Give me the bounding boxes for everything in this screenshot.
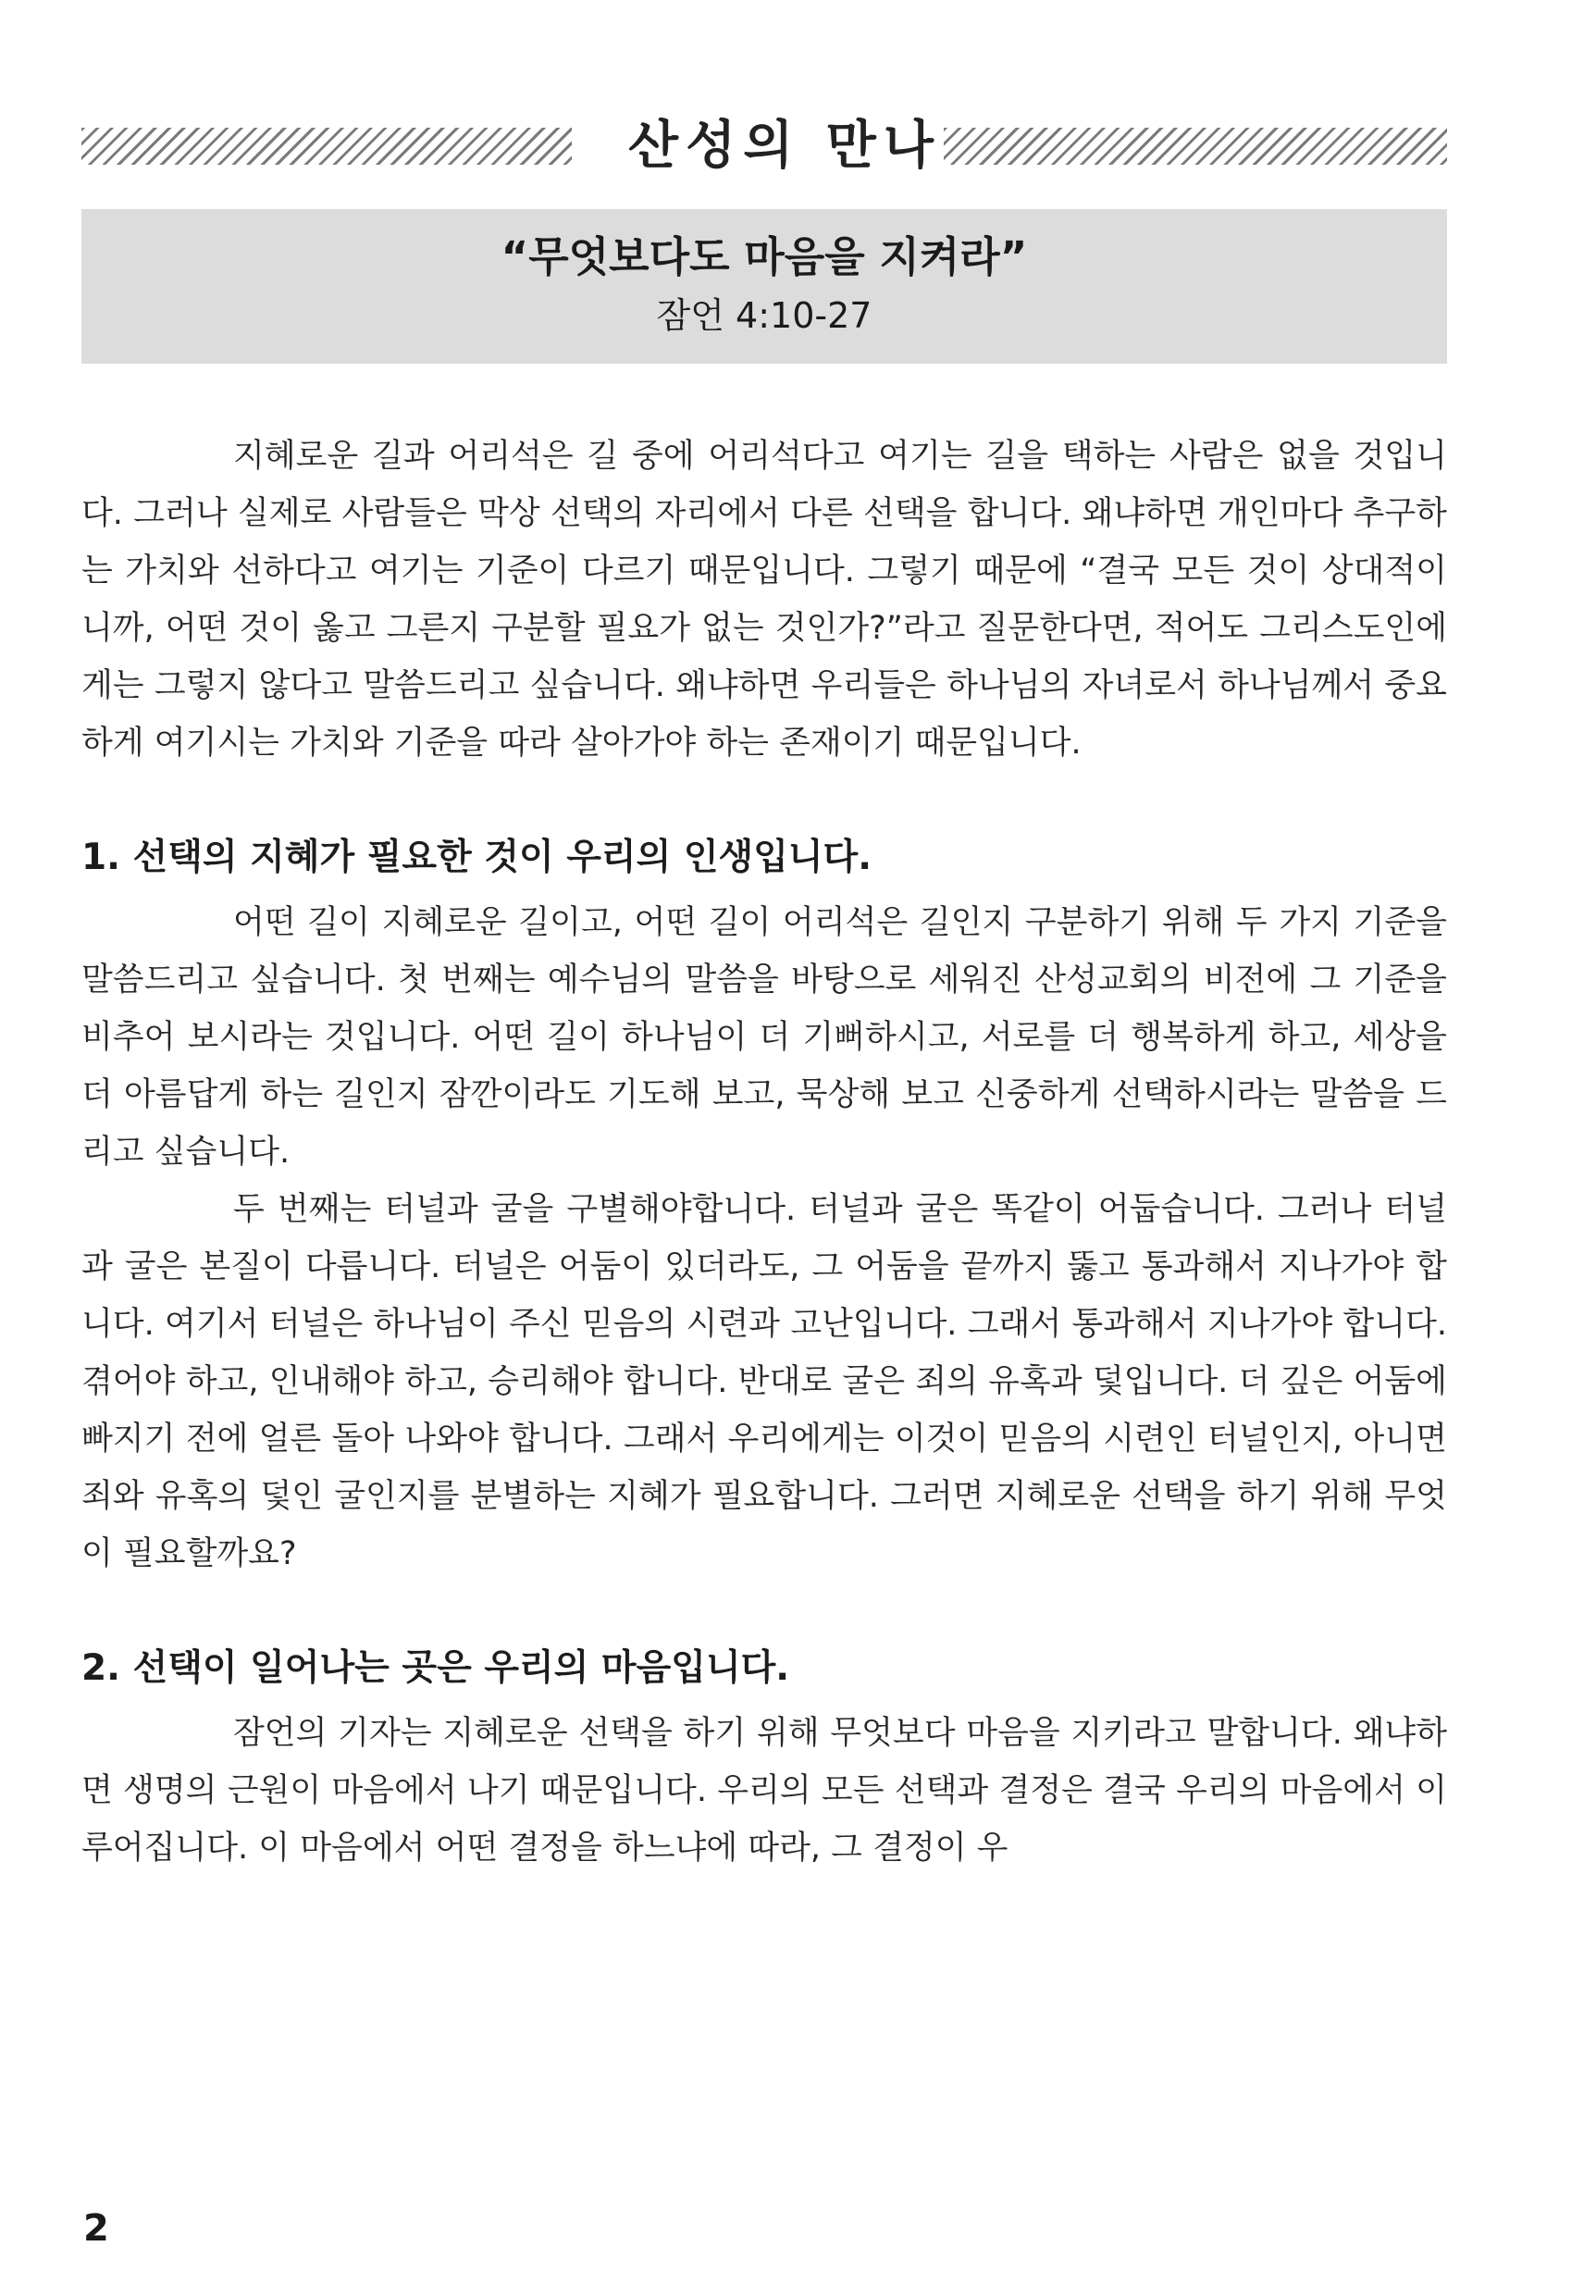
page-header	[81, 109, 1447, 183]
section-2-heading: 2. 선택이 일어나는 곳은 우리의 마음입니다.	[81, 1647, 790, 1689]
header-hatch-right	[944, 128, 1447, 165]
page-number: 2	[83, 2207, 109, 2250]
sermon-title: “무엇보다도 마음을 지켜라”	[501, 232, 1028, 281]
page-title: 산성의 만나	[628, 116, 941, 176]
sermon-body	[81, 428, 1447, 1877]
intro-paragraph: 지혜로운 길과 어리석은 길 중에 어리석다고 여기는 길을 택하는 사람은 없을 것입니다. 그러나 실제로 사람들은 막상 선택의 자리에서 다른 선택을 합니다. 왜냐하면 개인마다 추구하는 가치와 선하다고 여기는 기준이 다르기 때문입니다. 그렇기 때문에 “결국 모든 것이 상대적이니까, 어떤 것이 옳고 그른지 구분할 필요가 없는 것인가?”라고 질문한다면, 적어도 그리스도인에게는 그렇지 않다고 말씀드리고 싶습니다. 왜냐하면 우리들은 하나님의 자녀로서 하나님께서 중요하게 여기시는 가치와 기준을 따라 살아가야 하는 존재이기 때문입니다.	[81, 438, 1447, 762]
section-2-paragraph: 잠언의 기자는 지혜로운 선택을 하기 위해 무엇보다 마음을 지키라고 말합니다. 왜냐하면 생명의 근원이 마음에서 나기 때문입니다. 우리의 모든 선택과 결정은 결국 우리의 마음에서 이루어집니다. 이 마음에서 어떤 결정을 하느냐에 따라, 그 결정이 우	[81, 1715, 1447, 1867]
header-hatch-left	[81, 128, 572, 165]
sermon-title-box	[81, 209, 1447, 364]
section-1-paragraph-1: 어떤 길이 지혜로운 길이고, 어떤 길이 어리석은 길인지 구분하기 위해 두 가지 기준을 말씀드리고 싶습니다. 첫 번째는 예수님의 말씀을 바탕으로 세워진 산성교회의 비전에 그 기준을 비추어 보시라는 것입니다. 어떤 길이 하나님이 더 기뻐하시고, 서로를 더 행복하게 하고, 세상을 더 아름답게 하는 길인지 잠깐이라도 기도해 보고, 묵상해 보고 신중하게 선택하시라는 말씀을 드리고 싶습니다.	[81, 904, 1447, 1171]
section-1-paragraph-2: 두 번째는 터널과 굴을 구별해야합니다. 터널과 굴은 똑같이 어둡습니다. 그러나 터널과 굴은 본질이 다릅니다. 터널은 어둠이 있더라도, 그 어둠을 끝까지 뚫고 통과해서 지나가야 합니다. 여기서 터널은 하나님이 주신 믿음의 시련과 고난입니다. 그래서 통과해서 지나가야 합니다. 겪어야 하고, 인내해야 하고, 승리해야 합니다. 반대로 굴은 죄의 유혹과 덫입니다. 더 깊은 어둠에 빠지기 전에 얼른 돌아 나와야 합니다. 그래서 우리에게는 이것이 믿음의 시련인 터널인지, 아니면 죄와 유혹의 덫인 굴인지를 분별하는 지혜가 필요합니다. 그러면 지혜로운 선택을 하기 위해 무엇이 필요할까요?	[81, 1191, 1447, 1572]
section-1-heading: 1. 선택의 지혜가 필요한 것이 우리의 인생입니다.	[81, 837, 872, 878]
scripture-reference: 잠언 4:10-27	[656, 295, 872, 336]
